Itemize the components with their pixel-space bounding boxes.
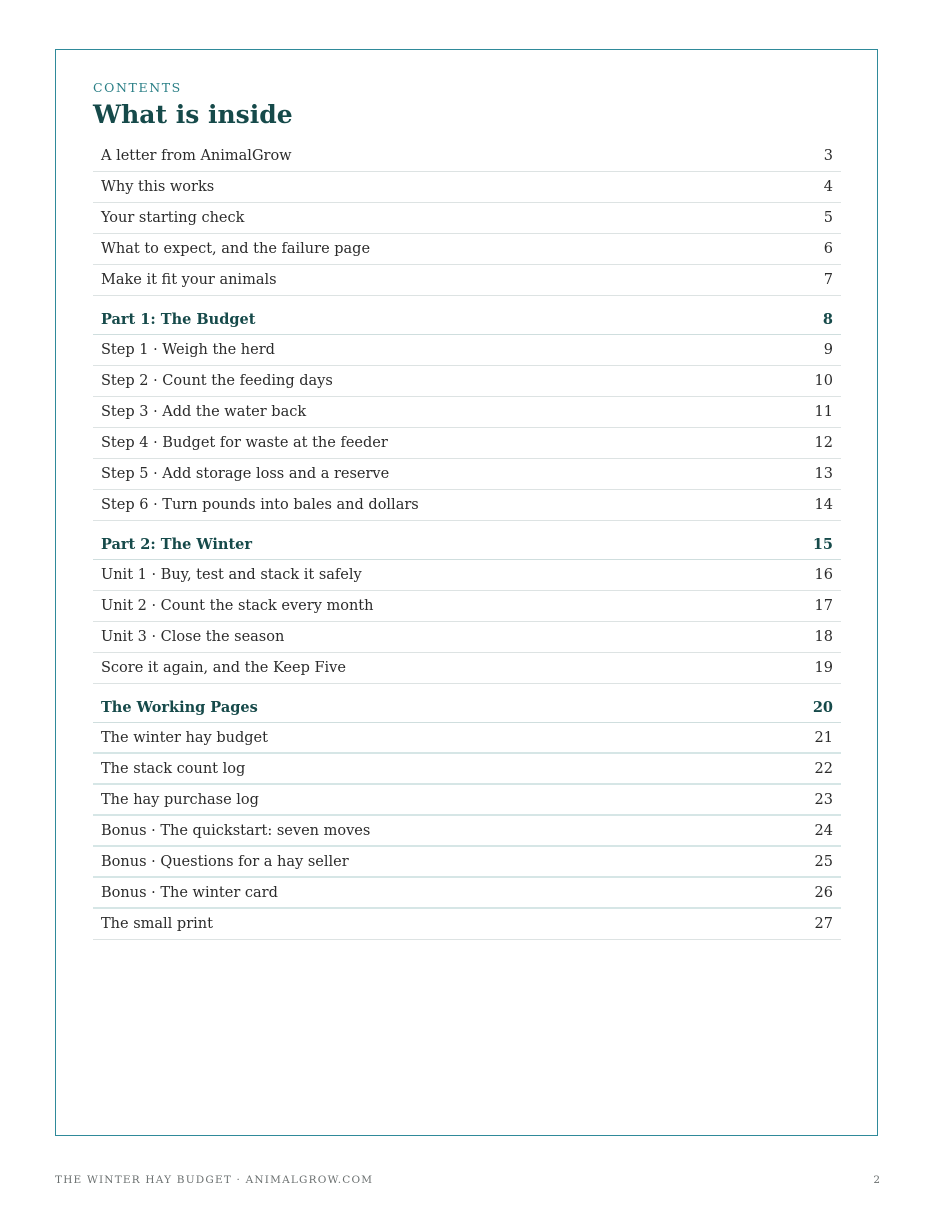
toc-entry-label: Step 4 · Budget for waste at the feeder	[101, 435, 388, 451]
toc-entry[interactable]	[93, 397, 841, 428]
toc-entry-page-number: 13	[814, 466, 833, 482]
toc-entry-page-number: 22	[814, 760, 833, 777]
section-eyebrow: CONTENTS	[93, 80, 182, 95]
toc-entry-page-number: 23	[814, 791, 833, 808]
toc-entry-label: Make it fit your animals	[101, 272, 277, 288]
toc-entry-page-number: 8	[822, 310, 833, 328]
toc-entry[interactable]	[93, 591, 841, 622]
toc-entry-page-number: 15	[812, 535, 833, 553]
toc-entry-page-number: 12	[814, 435, 833, 451]
toc-entry[interactable]	[93, 428, 841, 459]
toc-entry[interactable]	[93, 366, 841, 397]
toc-entry-label: Bonus · The quickstart: seven moves	[101, 822, 371, 839]
toc-entry-page-number: 26	[814, 884, 833, 901]
toc-entry[interactable]	[93, 490, 841, 521]
footer-running-title: THE WINTER HAY BUDGET · ANIMALGROW.COM	[55, 1174, 374, 1186]
toc-part-heading[interactable]	[93, 296, 841, 335]
toc-entry-label: Step 1 · Weigh the herd	[101, 342, 275, 358]
toc-entry-label: Unit 1 · Buy, test and stack it safely	[101, 567, 362, 583]
toc-entry-label: The winter hay budget	[101, 729, 268, 746]
toc-entry-page-number: 24	[814, 822, 833, 839]
footer-page-number: 2	[873, 1174, 880, 1186]
toc-entry-label: The Working Pages	[101, 698, 258, 716]
toc-entry-label: Step 2 · Count the feeding days	[101, 373, 333, 389]
toc-entry-page-number: 14	[814, 497, 833, 513]
toc-entry-page-number: 9	[823, 342, 833, 358]
toc-entry-label: Bonus · Questions for a hay seller	[101, 853, 349, 870]
toc-entry[interactable]	[93, 909, 841, 940]
toc-entry-label: Part 1: The Budget	[101, 310, 256, 328]
toc-entry[interactable]	[93, 172, 841, 203]
toc-entry-label: Your starting check	[101, 210, 245, 226]
toc-entry-page-number: 18	[814, 629, 833, 645]
toc-entry-label: Step 3 · Add the water back	[101, 404, 307, 420]
toc-entry-label: The stack count log	[101, 760, 246, 777]
toc-entry[interactable]	[93, 754, 841, 785]
toc-entry-page-number: 20	[812, 698, 833, 716]
toc-entry-page-number: 21	[814, 729, 833, 746]
toc-entry[interactable]	[93, 847, 841, 878]
toc-entry[interactable]	[93, 141, 841, 172]
toc-entry-page-number: 4	[823, 179, 833, 195]
toc-entry[interactable]	[93, 653, 841, 684]
toc-entry-label: Part 2: The Winter	[101, 535, 253, 553]
toc-entry-label: What to expect, and the failure page	[101, 241, 371, 257]
toc-entry-label: Step 6 · Turn pounds into bales and dollars	[101, 497, 419, 513]
toc-entry-label: The hay purchase log	[101, 791, 259, 808]
toc-entry-label: A letter from AnimalGrow	[101, 148, 292, 164]
toc-entry-page-number: 7	[823, 272, 833, 288]
toc-entry-label: Score it again, and the Keep Five	[101, 660, 346, 676]
toc-entry[interactable]	[93, 816, 841, 847]
toc-entry[interactable]	[93, 560, 841, 591]
toc-entry-label: Step 5 · Add storage loss and a reserve	[101, 466, 390, 482]
toc-entry-page-number: 27	[814, 916, 833, 932]
toc-entry[interactable]	[93, 785, 841, 816]
toc-entry-page-number: 11	[814, 404, 833, 420]
table-of-contents	[93, 141, 841, 940]
toc-entry[interactable]	[93, 459, 841, 490]
toc-entry-page-number: 10	[814, 373, 833, 389]
toc-entry-page-number: 25	[814, 853, 833, 870]
toc-entry[interactable]	[93, 335, 841, 366]
toc-entry-page-number: 17	[814, 598, 833, 614]
toc-entry[interactable]	[93, 234, 841, 265]
toc-entry-label: Unit 3 · Close the season	[101, 629, 285, 645]
toc-entry-page-number: 3	[823, 148, 833, 164]
toc-entry-label: Bonus · The winter card	[101, 884, 278, 901]
toc-entry[interactable]	[93, 622, 841, 653]
toc-entry[interactable]	[93, 723, 841, 754]
toc-entry[interactable]	[93, 878, 841, 909]
page-title: What is inside	[93, 100, 293, 129]
toc-part-heading[interactable]	[93, 521, 841, 560]
toc-entry-label: Unit 2 · Count the stack every month	[101, 598, 374, 614]
toc-entry-label: The small print	[101, 916, 213, 932]
toc-entry-page-number: 16	[814, 567, 833, 583]
toc-entry-page-number: 6	[823, 241, 833, 257]
toc-entry-label: Why this works	[101, 179, 215, 195]
toc-entry-page-number: 19	[814, 660, 833, 676]
toc-entry[interactable]	[93, 203, 841, 234]
toc-entry-page-number: 5	[823, 210, 833, 226]
toc-entry[interactable]	[93, 265, 841, 296]
toc-part-heading[interactable]	[93, 684, 841, 723]
